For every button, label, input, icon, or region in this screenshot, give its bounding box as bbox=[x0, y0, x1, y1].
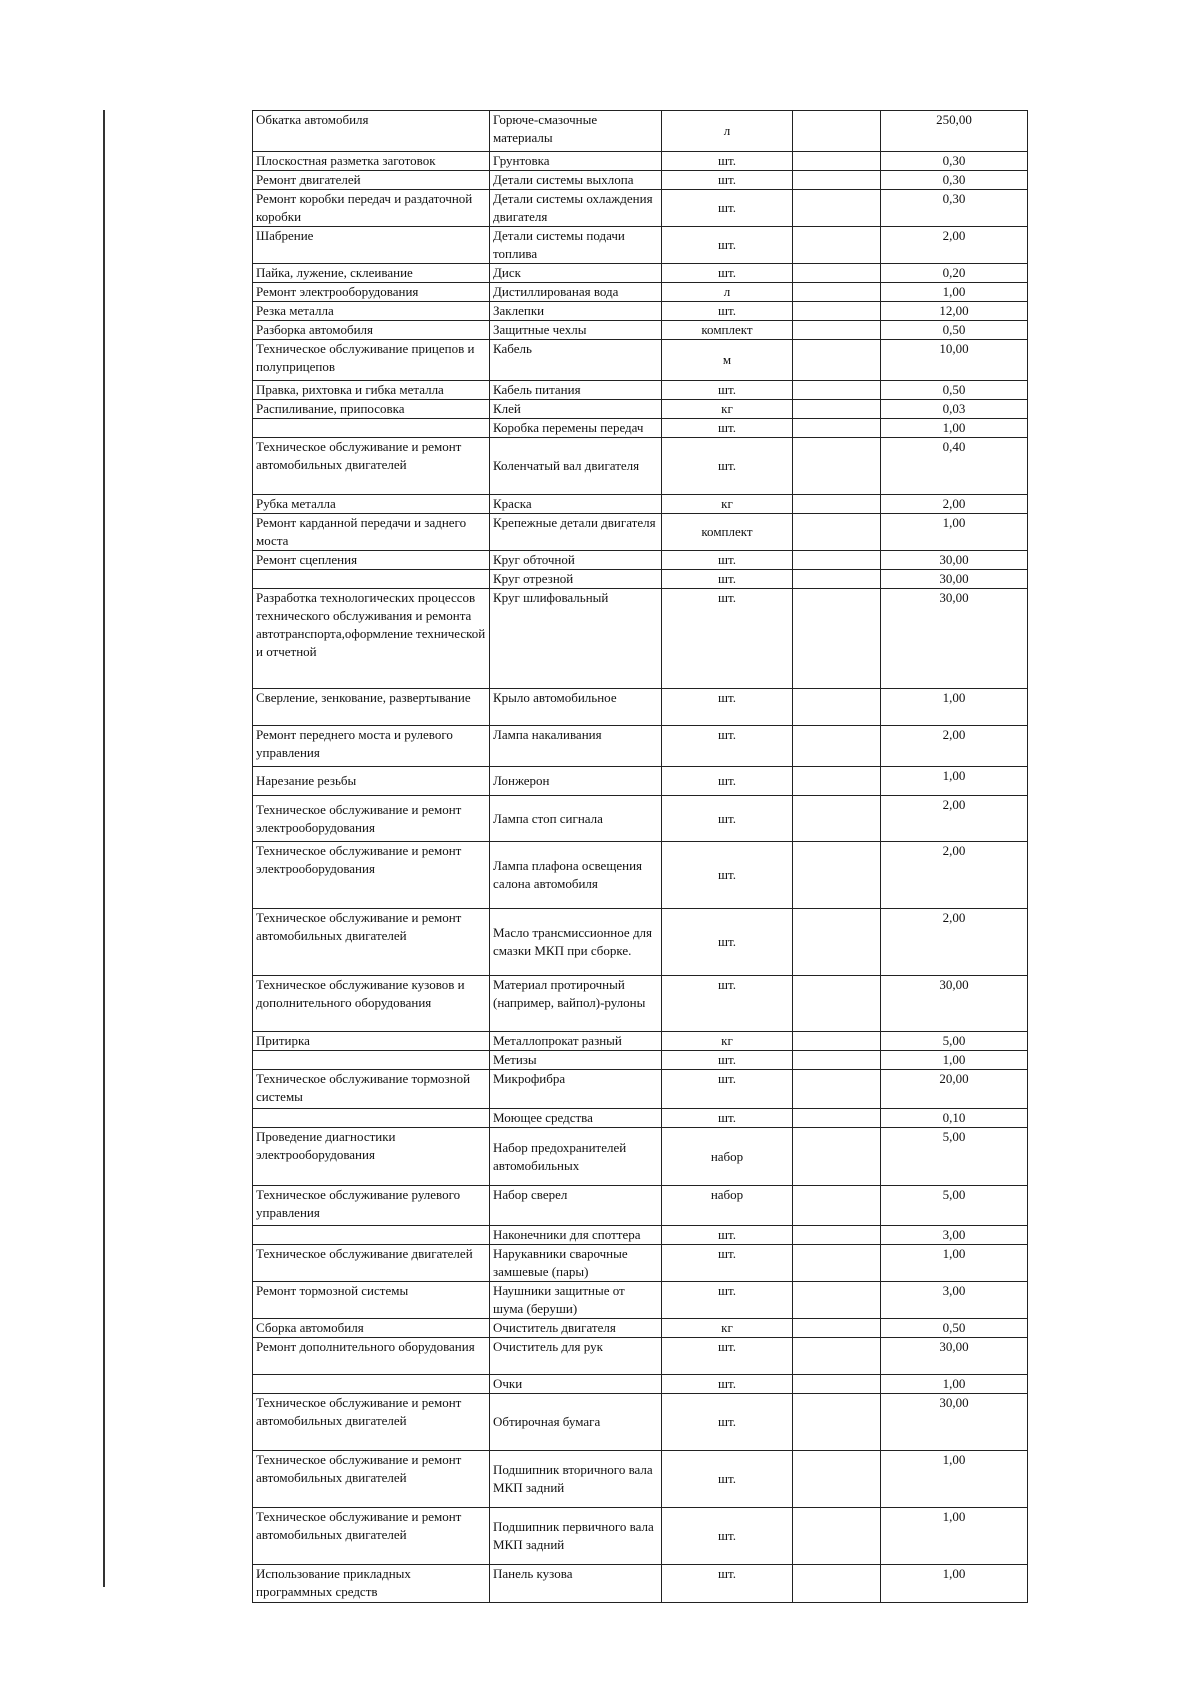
material-cell: Обтирочная бумага bbox=[490, 1394, 662, 1451]
table-row bbox=[253, 514, 1028, 551]
table-row bbox=[253, 796, 1028, 842]
unit-cell: шт. bbox=[662, 1282, 793, 1319]
unit-cell: шт. bbox=[662, 1226, 793, 1245]
quantity-cell: 2,00 bbox=[881, 909, 1028, 976]
material-cell: Микрофибра bbox=[490, 1070, 662, 1109]
table-row bbox=[253, 1338, 1028, 1375]
material-cell: Коробка перемены передач bbox=[490, 419, 662, 438]
empty-cell bbox=[793, 1508, 881, 1565]
empty-cell bbox=[793, 438, 881, 495]
quantity-cell: 0,10 bbox=[881, 1109, 1028, 1128]
unit-cell: шт. bbox=[662, 1109, 793, 1128]
table-row bbox=[253, 1051, 1028, 1070]
material-cell: Крепежные детали двигателя bbox=[490, 514, 662, 551]
work-cell: Пайка, лужение, склеивание bbox=[253, 264, 490, 283]
unit-cell: шт. bbox=[662, 842, 793, 909]
material-cell: Круг обточной bbox=[490, 551, 662, 570]
quantity-cell: 0,30 bbox=[881, 152, 1028, 171]
work-cell bbox=[253, 1051, 490, 1070]
unit-cell: шт. bbox=[662, 1245, 793, 1282]
unit-cell: шт. bbox=[662, 689, 793, 726]
table-row bbox=[253, 495, 1028, 514]
work-cell: Техническое обслуживание и ремонт автомобильных двигателей bbox=[253, 1451, 490, 1508]
material-cell: Метизы bbox=[490, 1051, 662, 1070]
material-cell: Кабель питания bbox=[490, 381, 662, 400]
quantity-cell: 250,00 bbox=[881, 111, 1028, 152]
empty-cell bbox=[793, 1375, 881, 1394]
work-cell: Ремонт переднего моста и рулевого управления bbox=[253, 726, 490, 767]
quantity-cell: 1,00 bbox=[881, 1375, 1028, 1394]
quantity-cell: 1,00 bbox=[881, 283, 1028, 302]
work-cell: Техническое обслуживание рулевого управления bbox=[253, 1186, 490, 1226]
material-cell: Моющее средства bbox=[490, 1109, 662, 1128]
empty-cell bbox=[793, 1128, 881, 1186]
unit-cell: шт. bbox=[662, 767, 793, 796]
table-row bbox=[253, 1282, 1028, 1319]
table-row bbox=[253, 227, 1028, 264]
material-cell: Нарукавники сварочные замшевые (пары) bbox=[490, 1245, 662, 1282]
empty-cell bbox=[793, 726, 881, 767]
empty-cell bbox=[793, 111, 881, 152]
work-cell: Ремонт коробки передач и раздаточной коробки bbox=[253, 190, 490, 227]
table-row bbox=[253, 321, 1028, 340]
table-row bbox=[253, 1032, 1028, 1051]
work-cell: Резка металла bbox=[253, 302, 490, 321]
work-cell: Сборка автомобиля bbox=[253, 1319, 490, 1338]
unit-cell: шт. bbox=[662, 1451, 793, 1508]
material-cell: Кабель bbox=[490, 340, 662, 381]
unit-cell: шт. bbox=[662, 1338, 793, 1375]
work-cell bbox=[253, 1375, 490, 1394]
material-cell: Детали системы выхлопа bbox=[490, 171, 662, 190]
work-cell: Правка, рихтовка и гибка металла bbox=[253, 381, 490, 400]
unit-cell: кг bbox=[662, 1319, 793, 1338]
unit-cell: шт. bbox=[662, 1375, 793, 1394]
empty-cell bbox=[793, 1282, 881, 1319]
unit-cell: шт. bbox=[662, 551, 793, 570]
quantity-cell: 30,00 bbox=[881, 570, 1028, 589]
quantity-cell: 1,00 bbox=[881, 514, 1028, 551]
table-row bbox=[253, 1128, 1028, 1186]
table-row bbox=[253, 190, 1028, 227]
material-cell: Подшипник первичного вала МКП задний bbox=[490, 1508, 662, 1565]
quantity-cell: 1,00 bbox=[881, 767, 1028, 796]
quantity-cell: 2,00 bbox=[881, 726, 1028, 767]
work-cell: Сверление, зенкование, развертывание bbox=[253, 689, 490, 726]
work-cell: Разборка автомобиля bbox=[253, 321, 490, 340]
unit-cell: кг bbox=[662, 1032, 793, 1051]
material-cell: Наконечники для споттера bbox=[490, 1226, 662, 1245]
quantity-cell: 3,00 bbox=[881, 1226, 1028, 1245]
work-cell: Техническое обслуживание тормозной системы bbox=[253, 1070, 490, 1109]
table-row bbox=[253, 689, 1028, 726]
empty-cell bbox=[793, 264, 881, 283]
table-row bbox=[253, 1375, 1028, 1394]
material-cell: Дистиллированая вода bbox=[490, 283, 662, 302]
table-row bbox=[253, 302, 1028, 321]
material-cell: Лампа стоп сигнала bbox=[490, 796, 662, 842]
unit-cell: шт. bbox=[662, 570, 793, 589]
empty-cell bbox=[793, 190, 881, 227]
table-row bbox=[253, 589, 1028, 689]
quantity-cell: 30,00 bbox=[881, 1394, 1028, 1451]
empty-cell bbox=[793, 1394, 881, 1451]
empty-cell bbox=[793, 171, 881, 190]
empty-cell bbox=[793, 283, 881, 302]
work-cell: Ремонт двигателей bbox=[253, 171, 490, 190]
empty-cell bbox=[793, 589, 881, 689]
table-row bbox=[253, 551, 1028, 570]
quantity-cell: 30,00 bbox=[881, 1338, 1028, 1375]
unit-cell: л bbox=[662, 283, 793, 302]
table-row bbox=[253, 400, 1028, 419]
empty-cell bbox=[793, 551, 881, 570]
empty-cell bbox=[793, 1565, 881, 1603]
quantity-cell: 10,00 bbox=[881, 340, 1028, 381]
work-cell: Распиливание, припосовка bbox=[253, 400, 490, 419]
empty-cell bbox=[793, 1451, 881, 1508]
unit-cell: шт. bbox=[662, 1070, 793, 1109]
work-cell: Рубка металла bbox=[253, 495, 490, 514]
table-row bbox=[253, 264, 1028, 283]
quantity-cell: 1,00 bbox=[881, 1565, 1028, 1603]
empty-cell bbox=[793, 302, 881, 321]
quantity-cell: 0,20 bbox=[881, 264, 1028, 283]
unit-cell: шт. bbox=[662, 227, 793, 264]
material-cell: Крыло автомобильное bbox=[490, 689, 662, 726]
table-row bbox=[253, 171, 1028, 190]
quantity-cell: 1,00 bbox=[881, 1245, 1028, 1282]
empty-cell bbox=[793, 909, 881, 976]
material-cell: Очки bbox=[490, 1375, 662, 1394]
table-row bbox=[253, 381, 1028, 400]
unit-cell: шт. bbox=[662, 438, 793, 495]
table-row bbox=[253, 1109, 1028, 1128]
quantity-cell: 30,00 bbox=[881, 589, 1028, 689]
unit-cell: шт. bbox=[662, 152, 793, 171]
empty-cell bbox=[793, 495, 881, 514]
unit-cell: набор bbox=[662, 1128, 793, 1186]
material-cell: Горюче-смазочные материалы bbox=[490, 111, 662, 152]
material-cell: Лампа плафона освещения салона автомобиля bbox=[490, 842, 662, 909]
empty-cell bbox=[793, 1070, 881, 1109]
work-cell: Ремонт дополнительного оборудования bbox=[253, 1338, 490, 1375]
empty-cell bbox=[793, 1109, 881, 1128]
material-cell: Лонжерон bbox=[490, 767, 662, 796]
work-cell bbox=[253, 1109, 490, 1128]
quantity-cell: 5,00 bbox=[881, 1186, 1028, 1226]
quantity-cell: 30,00 bbox=[881, 551, 1028, 570]
unit-cell: шт. bbox=[662, 190, 793, 227]
empty-cell bbox=[793, 1338, 881, 1375]
quantity-cell: 1,00 bbox=[881, 1508, 1028, 1565]
empty-cell bbox=[793, 1226, 881, 1245]
table-row bbox=[253, 1394, 1028, 1451]
work-cell: Техническое обслуживание и ремонт электрооборудования bbox=[253, 842, 490, 909]
empty-cell bbox=[793, 767, 881, 796]
materials-table bbox=[252, 110, 1028, 1603]
quantity-cell: 0,50 bbox=[881, 1319, 1028, 1338]
work-cell: Техническое обслуживание и ремонт автомобильных двигателей bbox=[253, 438, 490, 495]
empty-cell bbox=[793, 381, 881, 400]
material-cell: Краска bbox=[490, 495, 662, 514]
quantity-cell: 0,03 bbox=[881, 400, 1028, 419]
quantity-cell: 2,00 bbox=[881, 227, 1028, 264]
table-row bbox=[253, 767, 1028, 796]
quantity-cell: 12,00 bbox=[881, 302, 1028, 321]
material-cell: Детали системы подачи топлива bbox=[490, 227, 662, 264]
table-row bbox=[253, 570, 1028, 589]
work-cell: Разработка технологических процессов технического обслуживания и ремонта автотранспорта,оформление технической и отчетной bbox=[253, 589, 490, 689]
material-cell: Материал протирочный (например, вайпол)-рулоны bbox=[490, 976, 662, 1032]
quantity-cell: 1,00 bbox=[881, 689, 1028, 726]
material-cell: Набор сверел bbox=[490, 1186, 662, 1226]
table-row bbox=[253, 111, 1028, 152]
work-cell: Нарезание резьбы bbox=[253, 767, 490, 796]
material-cell: Наушники защитные от шума (беруши) bbox=[490, 1282, 662, 1319]
unit-cell: кг bbox=[662, 495, 793, 514]
material-cell: Грунтовка bbox=[490, 152, 662, 171]
quantity-cell: 5,00 bbox=[881, 1032, 1028, 1051]
empty-cell bbox=[793, 1051, 881, 1070]
work-cell: Техническое обслуживание и ремонт электрооборудования bbox=[253, 796, 490, 842]
unit-cell: шт. bbox=[662, 589, 793, 689]
unit-cell: шт. bbox=[662, 976, 793, 1032]
empty-cell bbox=[793, 419, 881, 438]
empty-cell bbox=[793, 514, 881, 551]
empty-cell bbox=[793, 976, 881, 1032]
material-cell: Клей bbox=[490, 400, 662, 419]
quantity-cell: 0,50 bbox=[881, 381, 1028, 400]
unit-cell: шт. bbox=[662, 381, 793, 400]
unit-cell: шт. bbox=[662, 1565, 793, 1603]
work-cell: Техническое обслуживание и ремонт автомобильных двигателей bbox=[253, 909, 490, 976]
table-row bbox=[253, 1319, 1028, 1338]
table-row bbox=[253, 726, 1028, 767]
table-row bbox=[253, 1245, 1028, 1282]
material-cell: Круг шлифовальный bbox=[490, 589, 662, 689]
work-cell: Притирка bbox=[253, 1032, 490, 1051]
work-cell: Техническое обслуживание двигателей bbox=[253, 1245, 490, 1282]
empty-cell bbox=[793, 1245, 881, 1282]
work-cell: Шабрение bbox=[253, 227, 490, 264]
unit-cell: комплект bbox=[662, 514, 793, 551]
work-cell: Техническое обслуживание и ремонт автомобильных двигателей bbox=[253, 1508, 490, 1565]
unit-cell: шт. bbox=[662, 796, 793, 842]
table-row bbox=[253, 1451, 1028, 1508]
quantity-cell: 5,00 bbox=[881, 1128, 1028, 1186]
table-row bbox=[253, 152, 1028, 171]
left-margin-line bbox=[103, 110, 105, 1587]
unit-cell: л bbox=[662, 111, 793, 152]
material-cell: Набор предохранителей автомобильных bbox=[490, 1128, 662, 1186]
material-cell: Масло трансмиссионное для смазки МКП при сборке. bbox=[490, 909, 662, 976]
empty-cell bbox=[793, 340, 881, 381]
material-cell: Очиститель двигателя bbox=[490, 1319, 662, 1338]
empty-cell bbox=[793, 400, 881, 419]
table-row bbox=[253, 1226, 1028, 1245]
materials-table-body bbox=[253, 111, 1028, 1603]
work-cell: Плоскостная разметка заготовок bbox=[253, 152, 490, 171]
unit-cell: шт. bbox=[662, 171, 793, 190]
material-cell: Коленчатый вал двигателя bbox=[490, 438, 662, 495]
unit-cell: шт. bbox=[662, 1508, 793, 1565]
unit-cell: м bbox=[662, 340, 793, 381]
unit-cell: шт. bbox=[662, 302, 793, 321]
quantity-cell: 1,00 bbox=[881, 419, 1028, 438]
material-cell: Круг отрезной bbox=[490, 570, 662, 589]
unit-cell: комплект bbox=[662, 321, 793, 340]
table-row bbox=[253, 438, 1028, 495]
empty-cell bbox=[793, 1319, 881, 1338]
quantity-cell: 1,00 bbox=[881, 1451, 1028, 1508]
work-cell: Ремонт электрооборудования bbox=[253, 283, 490, 302]
table-row bbox=[253, 340, 1028, 381]
material-cell: Детали системы охлаждения двигателя bbox=[490, 190, 662, 227]
work-cell: Ремонт сцепления bbox=[253, 551, 490, 570]
unit-cell: набор bbox=[662, 1186, 793, 1226]
unit-cell: кг bbox=[662, 400, 793, 419]
unit-cell: шт. bbox=[662, 1394, 793, 1451]
unit-cell: шт. bbox=[662, 419, 793, 438]
material-cell: Подшипник вторичного вала МКП задний bbox=[490, 1451, 662, 1508]
work-cell: Обкатка автомобиля bbox=[253, 111, 490, 152]
empty-cell bbox=[793, 570, 881, 589]
quantity-cell: 0,50 bbox=[881, 321, 1028, 340]
material-cell: Диск bbox=[490, 264, 662, 283]
unit-cell: шт. bbox=[662, 264, 793, 283]
empty-cell bbox=[793, 152, 881, 171]
table-row bbox=[253, 1186, 1028, 1226]
empty-cell bbox=[793, 842, 881, 909]
work-cell: Ремонт тормозной системы bbox=[253, 1282, 490, 1319]
quantity-cell: 0,30 bbox=[881, 190, 1028, 227]
quantity-cell: 2,00 bbox=[881, 842, 1028, 909]
empty-cell bbox=[793, 227, 881, 264]
table-row bbox=[253, 1508, 1028, 1565]
quantity-cell: 2,00 bbox=[881, 796, 1028, 842]
table-row bbox=[253, 1070, 1028, 1109]
work-cell: Техническое обслуживание прицепов и полуприцепов bbox=[253, 340, 490, 381]
table-row bbox=[253, 976, 1028, 1032]
work-cell: Техническое обслуживание и ремонт автомобильных двигателей bbox=[253, 1394, 490, 1451]
material-cell: Панель кузова bbox=[490, 1565, 662, 1603]
material-cell: Очиститель для рук bbox=[490, 1338, 662, 1375]
work-cell bbox=[253, 419, 490, 438]
quantity-cell: 1,00 bbox=[881, 1051, 1028, 1070]
work-cell: Проведение диагностики электрооборудования bbox=[253, 1128, 490, 1186]
empty-cell bbox=[793, 1032, 881, 1051]
table-row bbox=[253, 283, 1028, 302]
quantity-cell: 2,00 bbox=[881, 495, 1028, 514]
table-row bbox=[253, 909, 1028, 976]
material-cell: Лампа накаливания bbox=[490, 726, 662, 767]
unit-cell: шт. bbox=[662, 1051, 793, 1070]
unit-cell: шт. bbox=[662, 909, 793, 976]
table-row bbox=[253, 1565, 1028, 1603]
table-row bbox=[253, 842, 1028, 909]
unit-cell: шт. bbox=[662, 726, 793, 767]
material-cell: Защитные чехлы bbox=[490, 321, 662, 340]
empty-cell bbox=[793, 321, 881, 340]
quantity-cell: 0,30 bbox=[881, 171, 1028, 190]
empty-cell bbox=[793, 689, 881, 726]
empty-cell bbox=[793, 796, 881, 842]
table-row bbox=[253, 419, 1028, 438]
work-cell bbox=[253, 1226, 490, 1245]
quantity-cell: 3,00 bbox=[881, 1282, 1028, 1319]
work-cell: Ремонт карданной передачи и заднего моста bbox=[253, 514, 490, 551]
quantity-cell: 0,40 bbox=[881, 438, 1028, 495]
empty-cell bbox=[793, 1186, 881, 1226]
quantity-cell: 20,00 bbox=[881, 1070, 1028, 1109]
material-cell: Заклепки bbox=[490, 302, 662, 321]
quantity-cell: 30,00 bbox=[881, 976, 1028, 1032]
work-cell: Использование прикладных программных средств bbox=[253, 1565, 490, 1603]
material-cell: Металлопрокат разный bbox=[490, 1032, 662, 1051]
work-cell bbox=[253, 570, 490, 589]
work-cell: Техническое обслуживание кузовов и дополнительного оборудования bbox=[253, 976, 490, 1032]
